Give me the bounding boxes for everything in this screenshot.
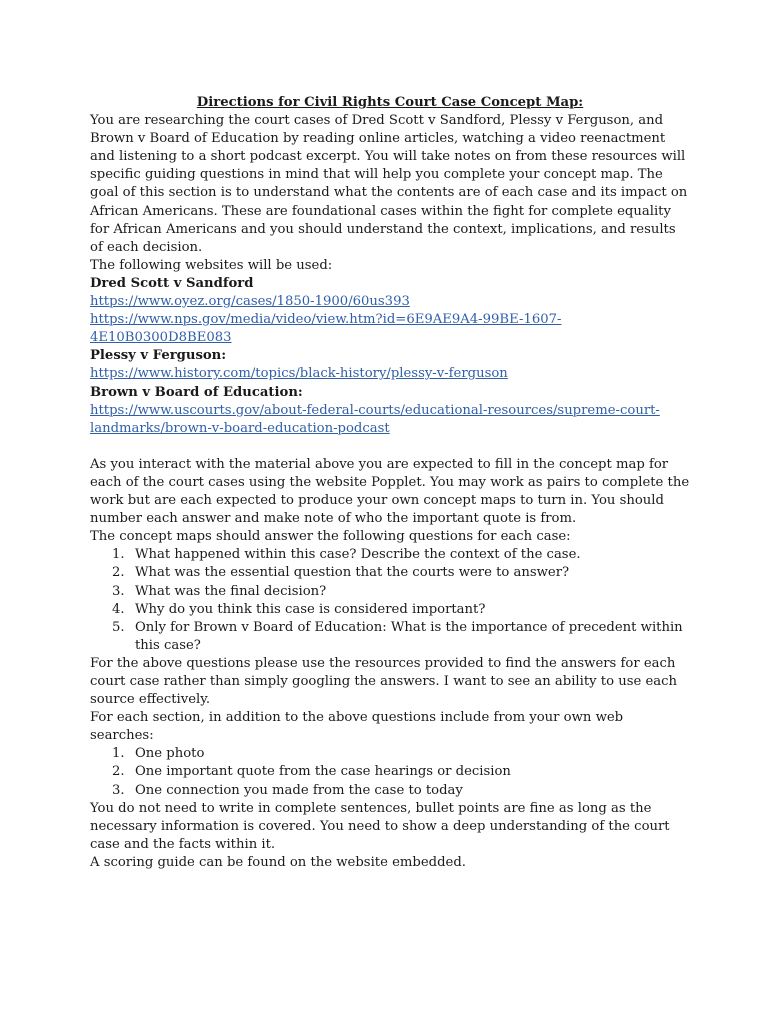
- sentences-paragraph: You do not need to write in complete sentences, bullet points are fine as long as the necessary information is covered. You need to show a deep understanding of the court case and the facts within it.: [90, 800, 670, 852]
- popplet-paragraph: As you interact with the material above you are expected to fill in the concept map for each of the court cases using the website Popplet. You may work as pairs to complete the work but are each expected to produce your own concept maps to turn in. You should number each answer and make note of who the important quote is from.: [90, 456, 690, 527]
- extras-list: [90, 745, 690, 799]
- link-oyez-dred-scott[interactable]: https://www.oyez.org/cases/1850-1900/60us393: [90, 294, 410, 310]
- list-item: [90, 583, 690, 601]
- case-heading-dred-scott: Dred Scott v Sandford: [90, 275, 254, 291]
- list-item: [90, 763, 690, 781]
- document-title: Directions for Civil Rights Court Case Concept Map:: [196, 95, 584, 110]
- case-section-plessy: [90, 347, 690, 383]
- link-nps-video[interactable]: https://www.nps.gov/media/video/view.htm?id=6E9AE9A4-99BE-1607-4E10B0300D8BE083: [90, 312, 562, 346]
- list-item-text: What was the essential question that the courts were to answer?: [135, 565, 570, 581]
- questions-list: [90, 546, 690, 655]
- list-number: 3.: [112, 782, 125, 798]
- list-item: [90, 601, 690, 619]
- case-section-dred-scott: [90, 275, 690, 347]
- list-item-text: Why do you think this case is considered important?: [135, 601, 486, 617]
- extras-intro: For each section, in addition to the above questions include from your own web searches:: [90, 710, 624, 744]
- list-number: 1.: [112, 746, 125, 762]
- resources-paragraph: For the above questions please use the resources provided to find the answers for each court case rather than simply googling the answers. I want to see an ability to use each source effectively.: [90, 655, 678, 708]
- intro-paragraph: You are researching the court cases of Dred Scott v Sandford, Plessy v Ferguson, and Brown v Board of Education by reading online articles, watching a video reenactment and listening to a short podcast excerpt. You will take notes on from these resources will specific guiding questions in mind that will help you complete your concept map. The goal of this section is to understand what the contents are of each case and its impact on African Americans. These are foundational cases within the fight for complete equality for African Americans and you should understand the context, implications, and results of each decision.: [90, 113, 688, 255]
- list-item-text: Only for Brown v Board of Education: What is the importance of precedent within this case?: [135, 619, 683, 653]
- list-item: [90, 564, 690, 582]
- link-history-plessy[interactable]: https://www.history.com/topics/black-history/plessy-v-ferguson: [90, 366, 508, 382]
- list-item-text: One important quote from the case hearings or decision: [135, 764, 511, 780]
- case-heading-brown: Brown v Board of Education:: [90, 384, 303, 400]
- list-item-text: What happened within this case? Describe the context of the case.: [135, 547, 581, 563]
- list-item: [90, 745, 690, 763]
- list-item-text: What was the final decision?: [135, 583, 327, 599]
- list-item-text: One photo: [135, 746, 205, 762]
- list-item: [90, 546, 690, 564]
- websites-intro: The following websites will be used:: [90, 257, 333, 273]
- list-number: 3.: [112, 583, 125, 599]
- list-item: [90, 619, 690, 655]
- scoring-guide-note: A scoring guide can be found on the website embedded.: [90, 854, 466, 870]
- list-number: 2.: [112, 764, 125, 780]
- case-heading-plessy: Plessy v Ferguson:: [90, 348, 227, 364]
- list-number: 1.: [112, 547, 125, 563]
- list-number: 5.: [112, 619, 125, 635]
- list-item: [90, 782, 690, 800]
- list-item-text: One connection you made from the case to today: [135, 782, 463, 798]
- case-section-brown: [90, 384, 690, 438]
- blank-line: [90, 438, 690, 456]
- list-number: 4.: [112, 601, 125, 617]
- document-page: [90, 94, 690, 872]
- link-uscourts-podcast[interactable]: https://www.uscourts.gov/about-federal-courts/educational-resources/supreme-court-landmarks/brown-v-board-education-podcast: [90, 402, 660, 436]
- list-number: 2.: [112, 565, 125, 581]
- questions-intro: The concept maps should answer the following questions for each case:: [90, 529, 571, 545]
